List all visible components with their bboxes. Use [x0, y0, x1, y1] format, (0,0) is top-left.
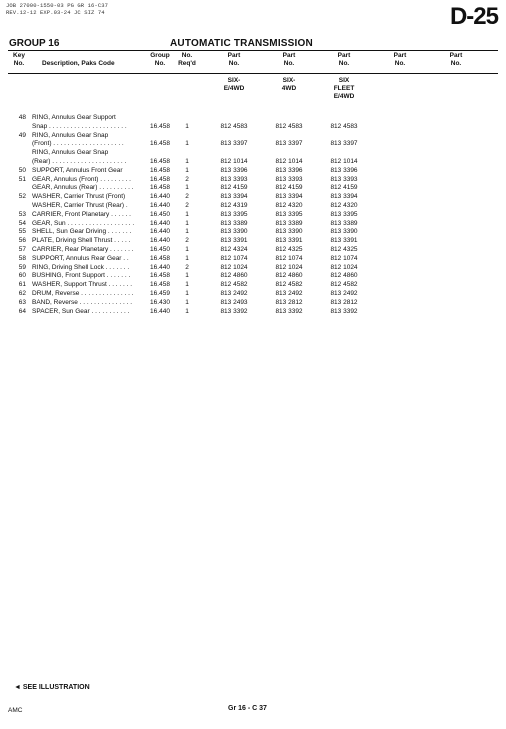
row-group-number: 16.458	[150, 175, 170, 183]
row-description: RING, Driving Shell Lock . . . . . . .	[32, 263, 130, 271]
row-quantity: 1	[185, 298, 189, 306]
col-header-part-3-line2: No.	[338, 60, 350, 67]
variant-2-line1: SIX-	[282, 77, 296, 84]
col-header-part-2	[265, 52, 313, 68]
row-part-number-3: 812 4583	[330, 122, 358, 130]
col-header-part-5-line1: Part	[449, 52, 463, 59]
row-part-number-1: 813 3396	[220, 166, 248, 174]
row-key: 61	[18, 281, 26, 289]
row-part-number-2: 813 3393	[275, 175, 303, 183]
row-description: WASHER, Carrier Thrust (Rear) .	[32, 202, 128, 209]
row-part-number-2: 812 4860	[275, 272, 303, 280]
row-part-number-3: 812 1024	[330, 263, 358, 271]
row-key: 62	[18, 290, 26, 297]
row-part-number-2: 813 3389	[275, 219, 303, 227]
row-key: 57	[18, 246, 26, 253]
row-group-number: 16.440	[150, 237, 170, 245]
row-quantity: 2	[185, 202, 189, 209]
row-key: 54	[18, 219, 26, 227]
row-group-number: 16.440	[150, 202, 170, 209]
row-part-number-1: 813 2493	[220, 298, 248, 306]
variant-3-line3: E/4WD	[333, 93, 355, 100]
col-header-part-1-line2: No.	[228, 60, 240, 67]
row-part-number-2: 812 1014	[275, 158, 303, 165]
row-key: 63	[18, 298, 26, 306]
row-group-number: 16.458	[150, 272, 170, 280]
row-group-number: 16.450	[150, 246, 170, 253]
row-part-number-1: 813 3394	[220, 193, 248, 201]
row-group-number: 16.450	[150, 210, 170, 218]
col-header-part-2-line2: No.	[283, 60, 295, 67]
row-part-number-3: 813 3393	[330, 175, 358, 183]
row-quantity: 2	[185, 175, 189, 183]
row-group-number: 16.459	[150, 290, 170, 297]
variant-3-line2: FLEET	[333, 85, 355, 92]
row-part-number-2: 813 3395	[275, 210, 303, 218]
col-header-key	[6, 52, 32, 68]
header-rule-top	[8, 50, 498, 51]
row-description: PLATE, Driving Shell Thrust . . . . .	[32, 237, 131, 245]
row-key: 48	[18, 114, 26, 121]
row-part-number-3: 812 4582	[330, 281, 358, 289]
row-group-number: 16.430	[150, 298, 170, 306]
row-description: GEAR, Annulus (Rear) . . . . . . . . . .	[32, 184, 134, 192]
row-part-number-1: 812 1074	[220, 254, 248, 262]
row-part-number-1: 813 3389	[220, 219, 248, 227]
col-header-part-5	[432, 52, 480, 68]
row-part-number-1: 813 3391	[220, 237, 248, 245]
row-description: SPACER, Sun Gear . . . . . . . . . . .	[32, 307, 130, 315]
col-header-group-line1: Group	[150, 52, 170, 59]
row-description: (Front) . . . . . . . . . . . . . . . . . . . .	[32, 140, 124, 148]
row-description: SUPPORT, Annulus Rear Gear . .	[32, 254, 129, 262]
header-rule-bottom	[8, 73, 498, 74]
variant-header-2	[265, 77, 313, 93]
row-quantity: 1	[185, 246, 189, 253]
row-group-number: 16.440	[150, 263, 170, 271]
variant-header-1	[210, 77, 258, 93]
row-quantity: 1	[185, 219, 189, 227]
row-quantity: 1	[185, 290, 189, 297]
row-part-number-2: 812 4320	[275, 202, 303, 209]
row-quantity: 1	[185, 272, 189, 280]
col-header-part-5-line2: No.	[450, 60, 462, 67]
row-description: RING, Annulus Gear Snap	[32, 131, 109, 139]
row-part-number-2: 812 4582	[275, 281, 303, 289]
row-key: 51	[18, 175, 26, 183]
row-part-number-2: 812 1074	[275, 254, 303, 262]
col-header-req	[172, 52, 202, 68]
footer-brand: AMC	[8, 707, 23, 714]
row-description: RING, Annulus Gear Snap	[32, 149, 109, 157]
row-part-number-2: 812 4325	[275, 246, 303, 253]
row-part-number-3: 813 3389	[330, 219, 358, 227]
row-group-number: 16.440	[150, 307, 170, 315]
row-part-number-1: 812 1014	[220, 158, 248, 165]
row-quantity: 1	[185, 166, 189, 174]
row-key: 52	[18, 193, 26, 201]
page-id: D-25	[449, 3, 498, 30]
col-header-key-line2: No.	[13, 60, 25, 67]
row-quantity: 1	[185, 228, 189, 236]
row-part-number-2: 813 3392	[275, 307, 303, 315]
group-title: GROUP 16	[9, 38, 60, 49]
row-key: 64	[18, 307, 26, 315]
row-part-number-3: 812 1074	[330, 254, 358, 262]
row-key: 56	[18, 237, 26, 245]
row-description: CARRIER, Rear Planetary . . . . . . .	[32, 246, 134, 253]
row-part-number-1: 812 4319	[220, 202, 248, 209]
col-header-part-3	[320, 52, 368, 68]
col-header-group-line2: No.	[154, 60, 166, 67]
row-description: RING, Annulus Gear Support	[32, 114, 116, 121]
row-quantity: 1	[185, 210, 189, 218]
row-quantity: 1	[185, 122, 189, 130]
row-part-number-2: 813 3390	[275, 228, 303, 236]
row-description: CARRIER, Front Planetary . . . . . .	[32, 210, 131, 218]
row-description: SHELL, Sun Gear Driving . . . . . . .	[32, 228, 132, 236]
row-quantity: 2	[185, 263, 189, 271]
row-part-number-1: 812 4159	[220, 184, 248, 192]
row-description: (Rear) . . . . . . . . . . . . . . . . . . . . .	[32, 158, 127, 165]
job-line-1: JOB 27000-1550-03 PG GR 16-C37	[6, 2, 109, 9]
row-group-number: 16.440	[150, 228, 170, 236]
row-quantity: 2	[185, 237, 189, 245]
col-header-part-4	[376, 52, 424, 68]
see-illustration-note: ◄ SEE ILLUSTRATION	[14, 684, 90, 691]
row-group-number: 16.440	[150, 219, 170, 227]
row-key: 59	[18, 263, 26, 271]
col-header-part-1-line1: Part	[227, 52, 241, 59]
row-quantity: 1	[185, 254, 189, 262]
row-part-number-2: 813 3397	[275, 140, 303, 148]
row-part-number-2: 813 2492	[275, 290, 303, 297]
col-header-part-3-line1: Part	[337, 52, 351, 59]
row-description: WASHER, Carrier Thrust (Front)	[32, 193, 126, 201]
row-part-number-3: 812 4320	[330, 202, 358, 209]
row-part-number-2: 813 2812	[275, 298, 303, 306]
variant-3-line1: SIX	[338, 77, 350, 84]
row-group-number: 16.458	[150, 184, 170, 192]
row-part-number-1: 813 3395	[220, 210, 248, 218]
row-group-number: 16.440	[150, 193, 170, 201]
row-key: 55	[18, 228, 26, 236]
col-header-part-4-line2: No.	[394, 60, 406, 67]
row-part-number-3: 813 2492	[330, 290, 358, 297]
row-part-number-3: 812 4325	[330, 246, 358, 253]
col-header-req-line1: No.	[181, 52, 193, 59]
row-part-number-1: 813 3393	[220, 175, 248, 183]
row-part-number-3: 813 3392	[330, 307, 358, 315]
row-part-number-1: 813 3390	[220, 228, 248, 236]
row-part-number-1: 812 4860	[220, 272, 248, 280]
row-quantity: 1	[185, 158, 189, 165]
row-part-number-3: 813 3391	[330, 237, 358, 245]
row-group-number: 16.458	[150, 281, 170, 289]
row-quantity: 1	[185, 307, 189, 315]
row-group-number: 16.458	[150, 166, 170, 174]
row-description: Snap . . . . . . . . . . . . . . . . . . . . . .	[32, 122, 127, 130]
row-part-number-3: 813 3396	[330, 166, 358, 174]
row-group-number: 16.458	[150, 122, 170, 130]
row-part-number-3: 813 2812	[330, 298, 358, 306]
row-part-number-1: 812 4324	[220, 246, 248, 253]
footer-page-ref: Gr 16 - C 37	[228, 705, 267, 712]
row-part-number-2: 812 4159	[275, 184, 303, 192]
row-description: BUSHING, Front Support . . . . . . .	[32, 272, 131, 280]
row-part-number-2: 813 3391	[275, 237, 303, 245]
job-line-2: REV.12-12 EXP.03-24 JC SIZ 74	[6, 9, 105, 16]
row-part-number-3: 813 3397	[330, 140, 358, 148]
row-part-number-3: 812 4860	[330, 272, 358, 280]
row-description: DRUM, Reverse . . . . . . . . . . . . . . .	[32, 290, 134, 297]
row-part-number-3: 812 4159	[330, 184, 358, 192]
row-quantity: 1	[185, 184, 189, 192]
row-key: 60	[18, 272, 26, 280]
row-key: 49	[18, 131, 26, 139]
row-part-number-1: 812 4582	[220, 281, 248, 289]
row-group-number: 16.458	[150, 254, 170, 262]
col-header-part-1	[210, 52, 258, 68]
row-description: GEAR, Annulus (Front) . . . . . . . . .	[32, 175, 131, 183]
row-part-number-1: 813 2492	[220, 290, 248, 297]
variant-1-line2: E/4WD	[223, 85, 245, 92]
row-key: 53	[18, 210, 26, 218]
row-key: 58	[18, 254, 26, 262]
row-part-number-1: 812 4583	[220, 122, 248, 130]
row-part-number-3: 812 1014	[330, 158, 358, 165]
section-title: AUTOMATIC TRANSMISSION	[170, 38, 313, 49]
row-description: WASHER, Support Thrust . . . . . . .	[32, 281, 133, 289]
row-part-number-3: 813 3395	[330, 210, 358, 218]
col-header-key-line1: Key	[13, 52, 25, 59]
row-group-number: 16.458	[150, 158, 170, 165]
row-part-number-3: 813 3390	[330, 228, 358, 236]
col-header-part-4-line1: Part	[393, 52, 407, 59]
row-part-number-2: 812 4583	[275, 122, 303, 130]
col-header-req-line2: Req'd	[178, 60, 196, 67]
row-quantity: 2	[185, 193, 189, 201]
row-quantity: 1	[185, 281, 189, 289]
col-header-description: Description, Paks Code	[42, 60, 115, 67]
col-header-part-2-line1: Part	[282, 52, 296, 59]
row-part-number-3: 813 3394	[330, 193, 358, 201]
row-quantity: 1	[185, 140, 189, 148]
row-part-number-2: 813 3394	[275, 193, 303, 201]
row-part-number-2: 812 1024	[275, 263, 303, 271]
variant-2-line2: 4WD	[281, 85, 297, 92]
row-part-number-1: 813 3397	[220, 140, 248, 148]
row-description: BAND, Reverse . . . . . . . . . . . . . . .	[32, 298, 133, 306]
row-key: 50	[18, 166, 26, 174]
row-description: SUPPORT, Annulus Front Gear	[32, 166, 123, 174]
row-part-number-1: 812 1024	[220, 263, 248, 271]
row-group-number: 16.458	[150, 140, 170, 148]
row-part-number-2: 813 3396	[275, 166, 303, 174]
row-description: GEAR, Sun . . . . . . . . . . . . . . . . . . .	[32, 219, 135, 227]
variant-1-line1: SIX-	[227, 77, 241, 84]
row-part-number-1: 813 3392	[220, 307, 248, 315]
variant-header-3	[320, 77, 368, 101]
